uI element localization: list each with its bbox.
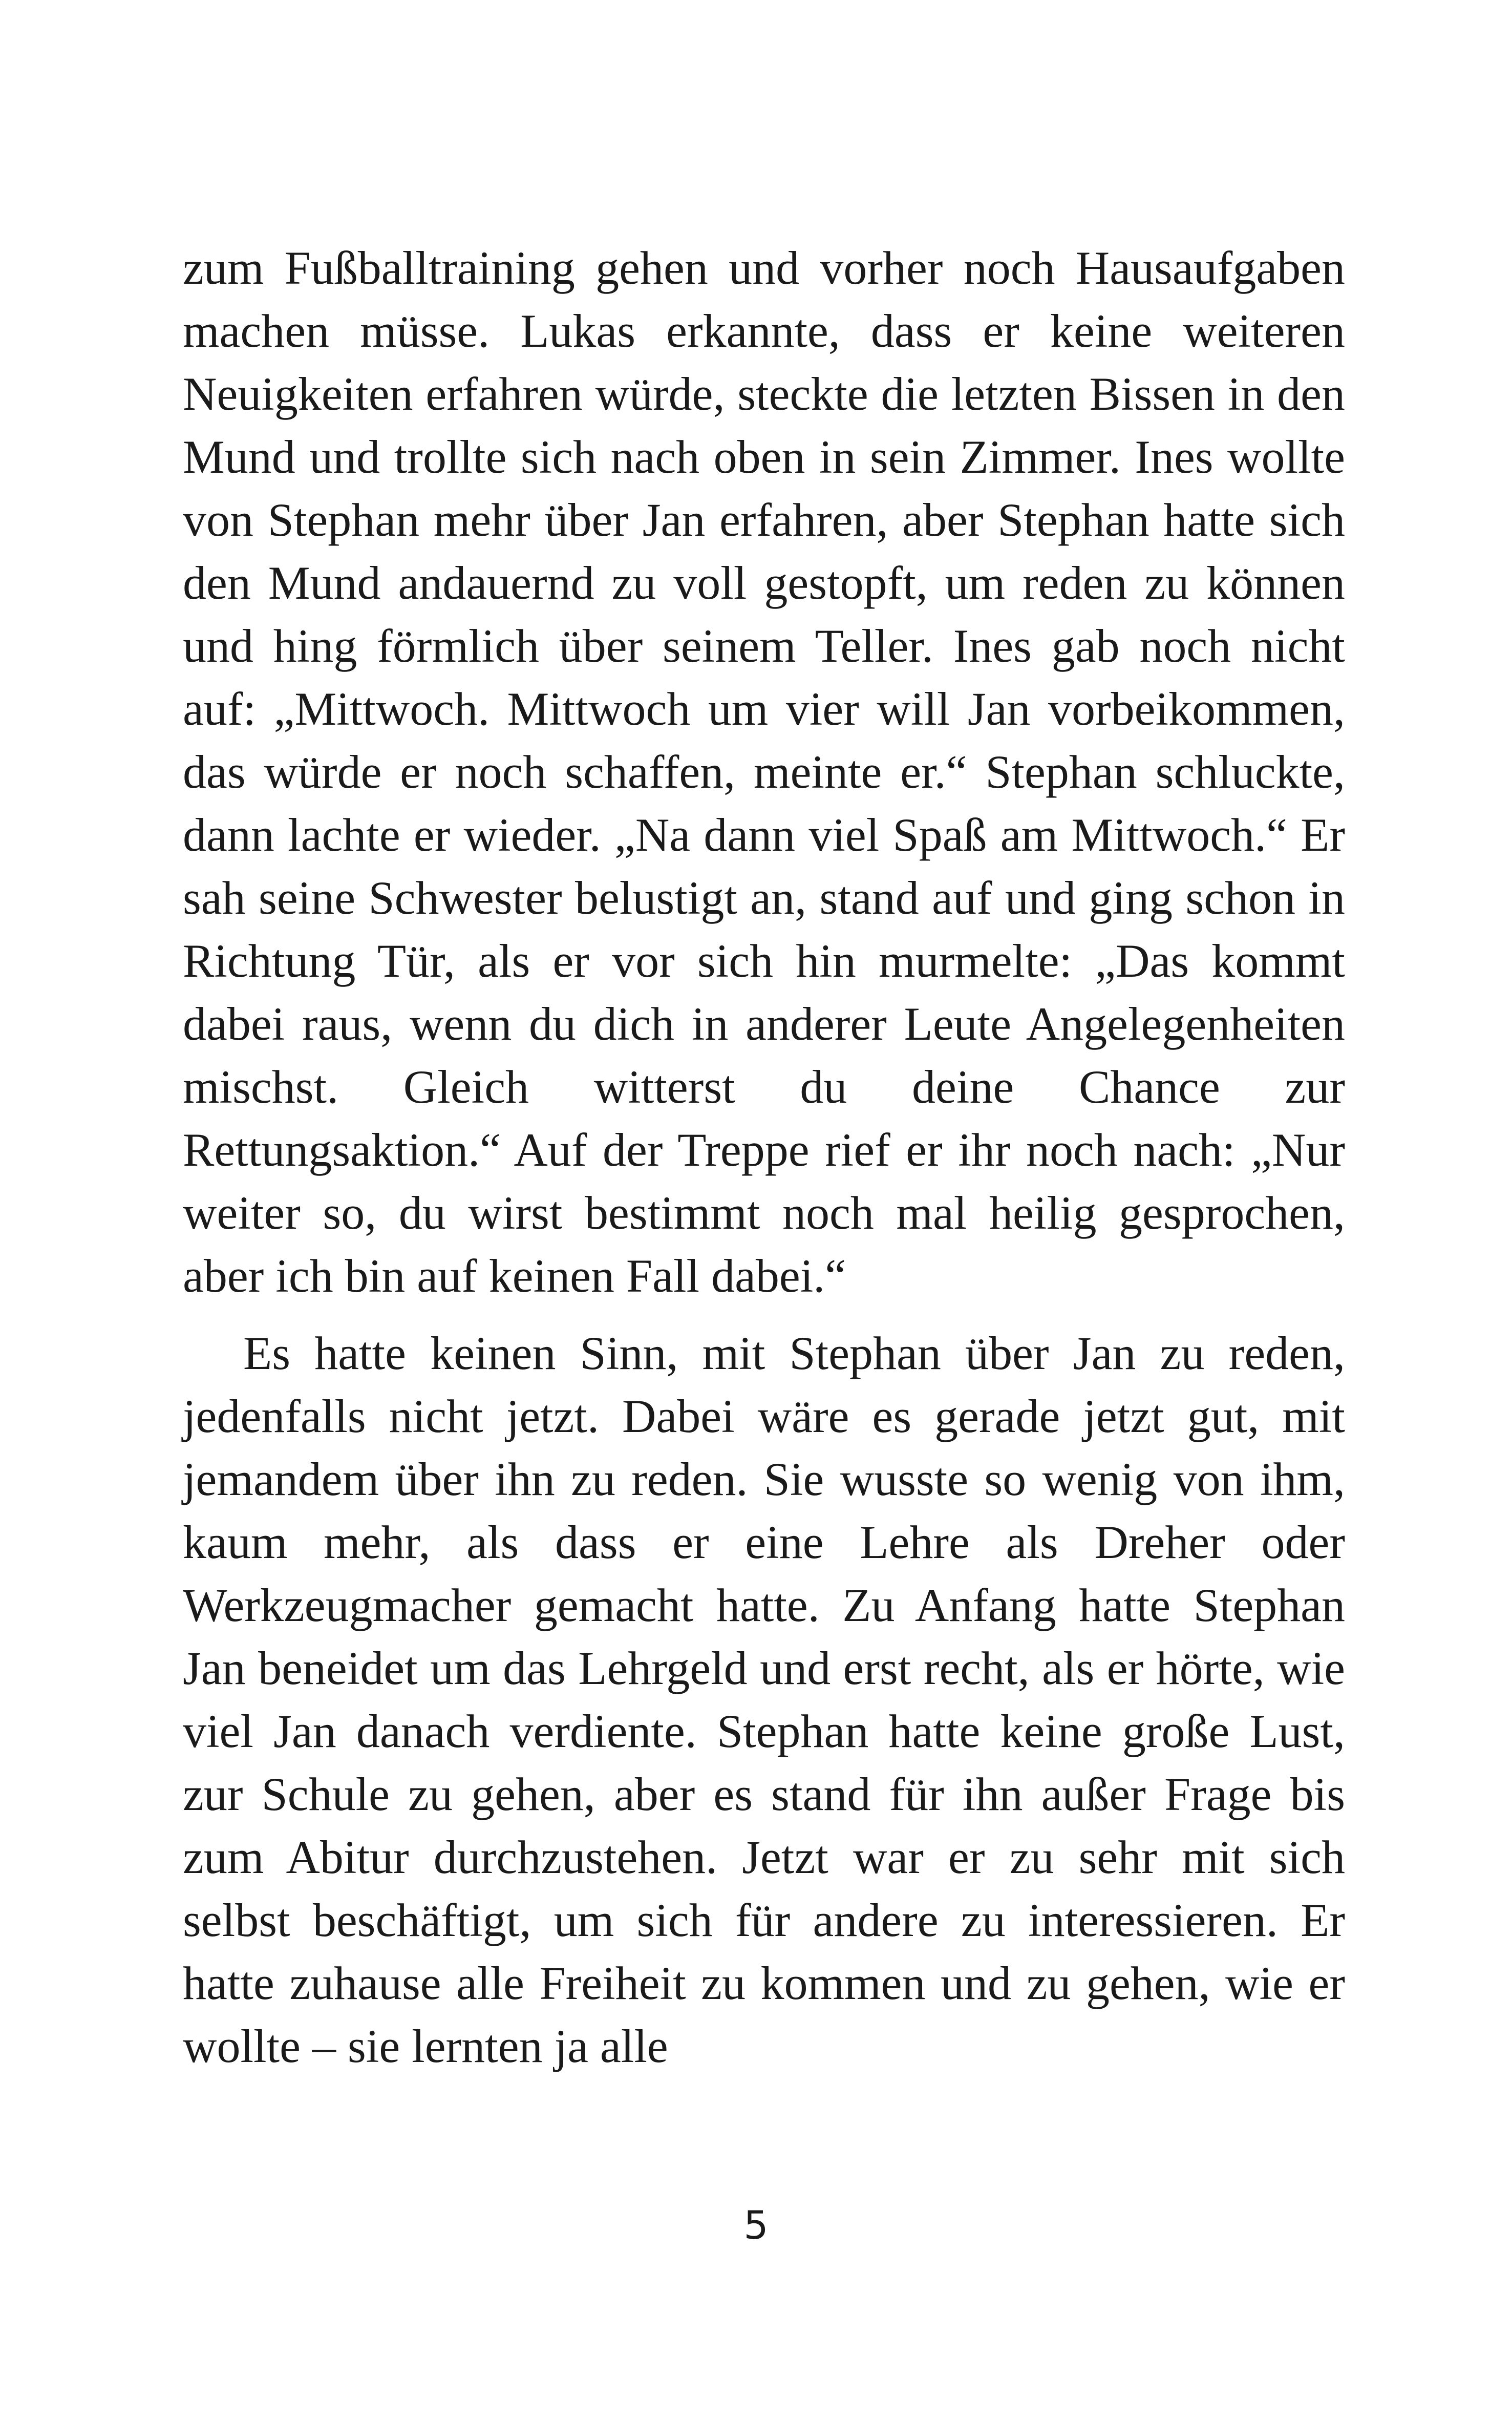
paragraph-2: Es hatte keinen Sinn, mit Stephan über Jan zu reden, jedenfalls nicht jetzt. Dabei wäre es gerade jetzt gut, mit jemandem über ihn zu reden. Sie wusste so wenig von ihm, kaum mehr, als dass er eine Lehre als Dreher oder Werkzeugmacher gemacht hatte. Zu Anfang hatte Stephan Jan beneidet um das Lehrgeld und erst recht, als er hörte, wie viel Jan danach verdiente. Stephan hatte keine große Lust, zur Schule zu gehen, aber es stand für ihn außer Frage bis zum Abitur durchzustehen. Jetzt war er zu sehr mit sich selbst beschäftigt, um sich für andere zu interessieren. Er hatte zuhause alle Freiheit zu kommen und zu gehen, wie er wollte – sie lernten ja alle — [183, 1327, 1345, 2072]
page-number: 5 — [743, 2202, 769, 2248]
paragraph-1: zum Fußballtraining gehen und vorher noch Hausaufgaben machen müsse. Lukas erkannte, dass er keine weiteren Neuigkeiten erfahren würde, steckte die letzten Bissen in den Mund und trollte sich nach oben in sein Zimmer. Ines wollte von Stephan mehr über Jan erfahren, aber Stephan hatte sich den Mund andauernd zu voll gestopft, um reden zu können und hing förmlich über seinem Teller. Ines gab noch nicht auf: „Mittwoch. Mittwoch um vier will Jan vorbeikommen, das würde er noch schaffen, meinte er.“ Stephan schluckte, dann lachte er wieder. „Na dann viel Spaß am Mittwoch.“ Er sah seine Schwester belustigt an, stand auf und ging schon in Richtung Tür, als er vor sich hin murmelte: „Das kommt dabei raus, wenn du dich in anderer Leute Angelegenheiten mischst. Gleich witterst du deine Chance zur Rettungsaktion.“ Auf der Treppe rief er ihr noch nach: „Nur weiter so, du wirst bestimmt noch mal heilig gesprochen, aber ich bin auf keinen Fall dabei.“ — [183, 242, 1345, 1302]
body-text — [183, 237, 1345, 2078]
